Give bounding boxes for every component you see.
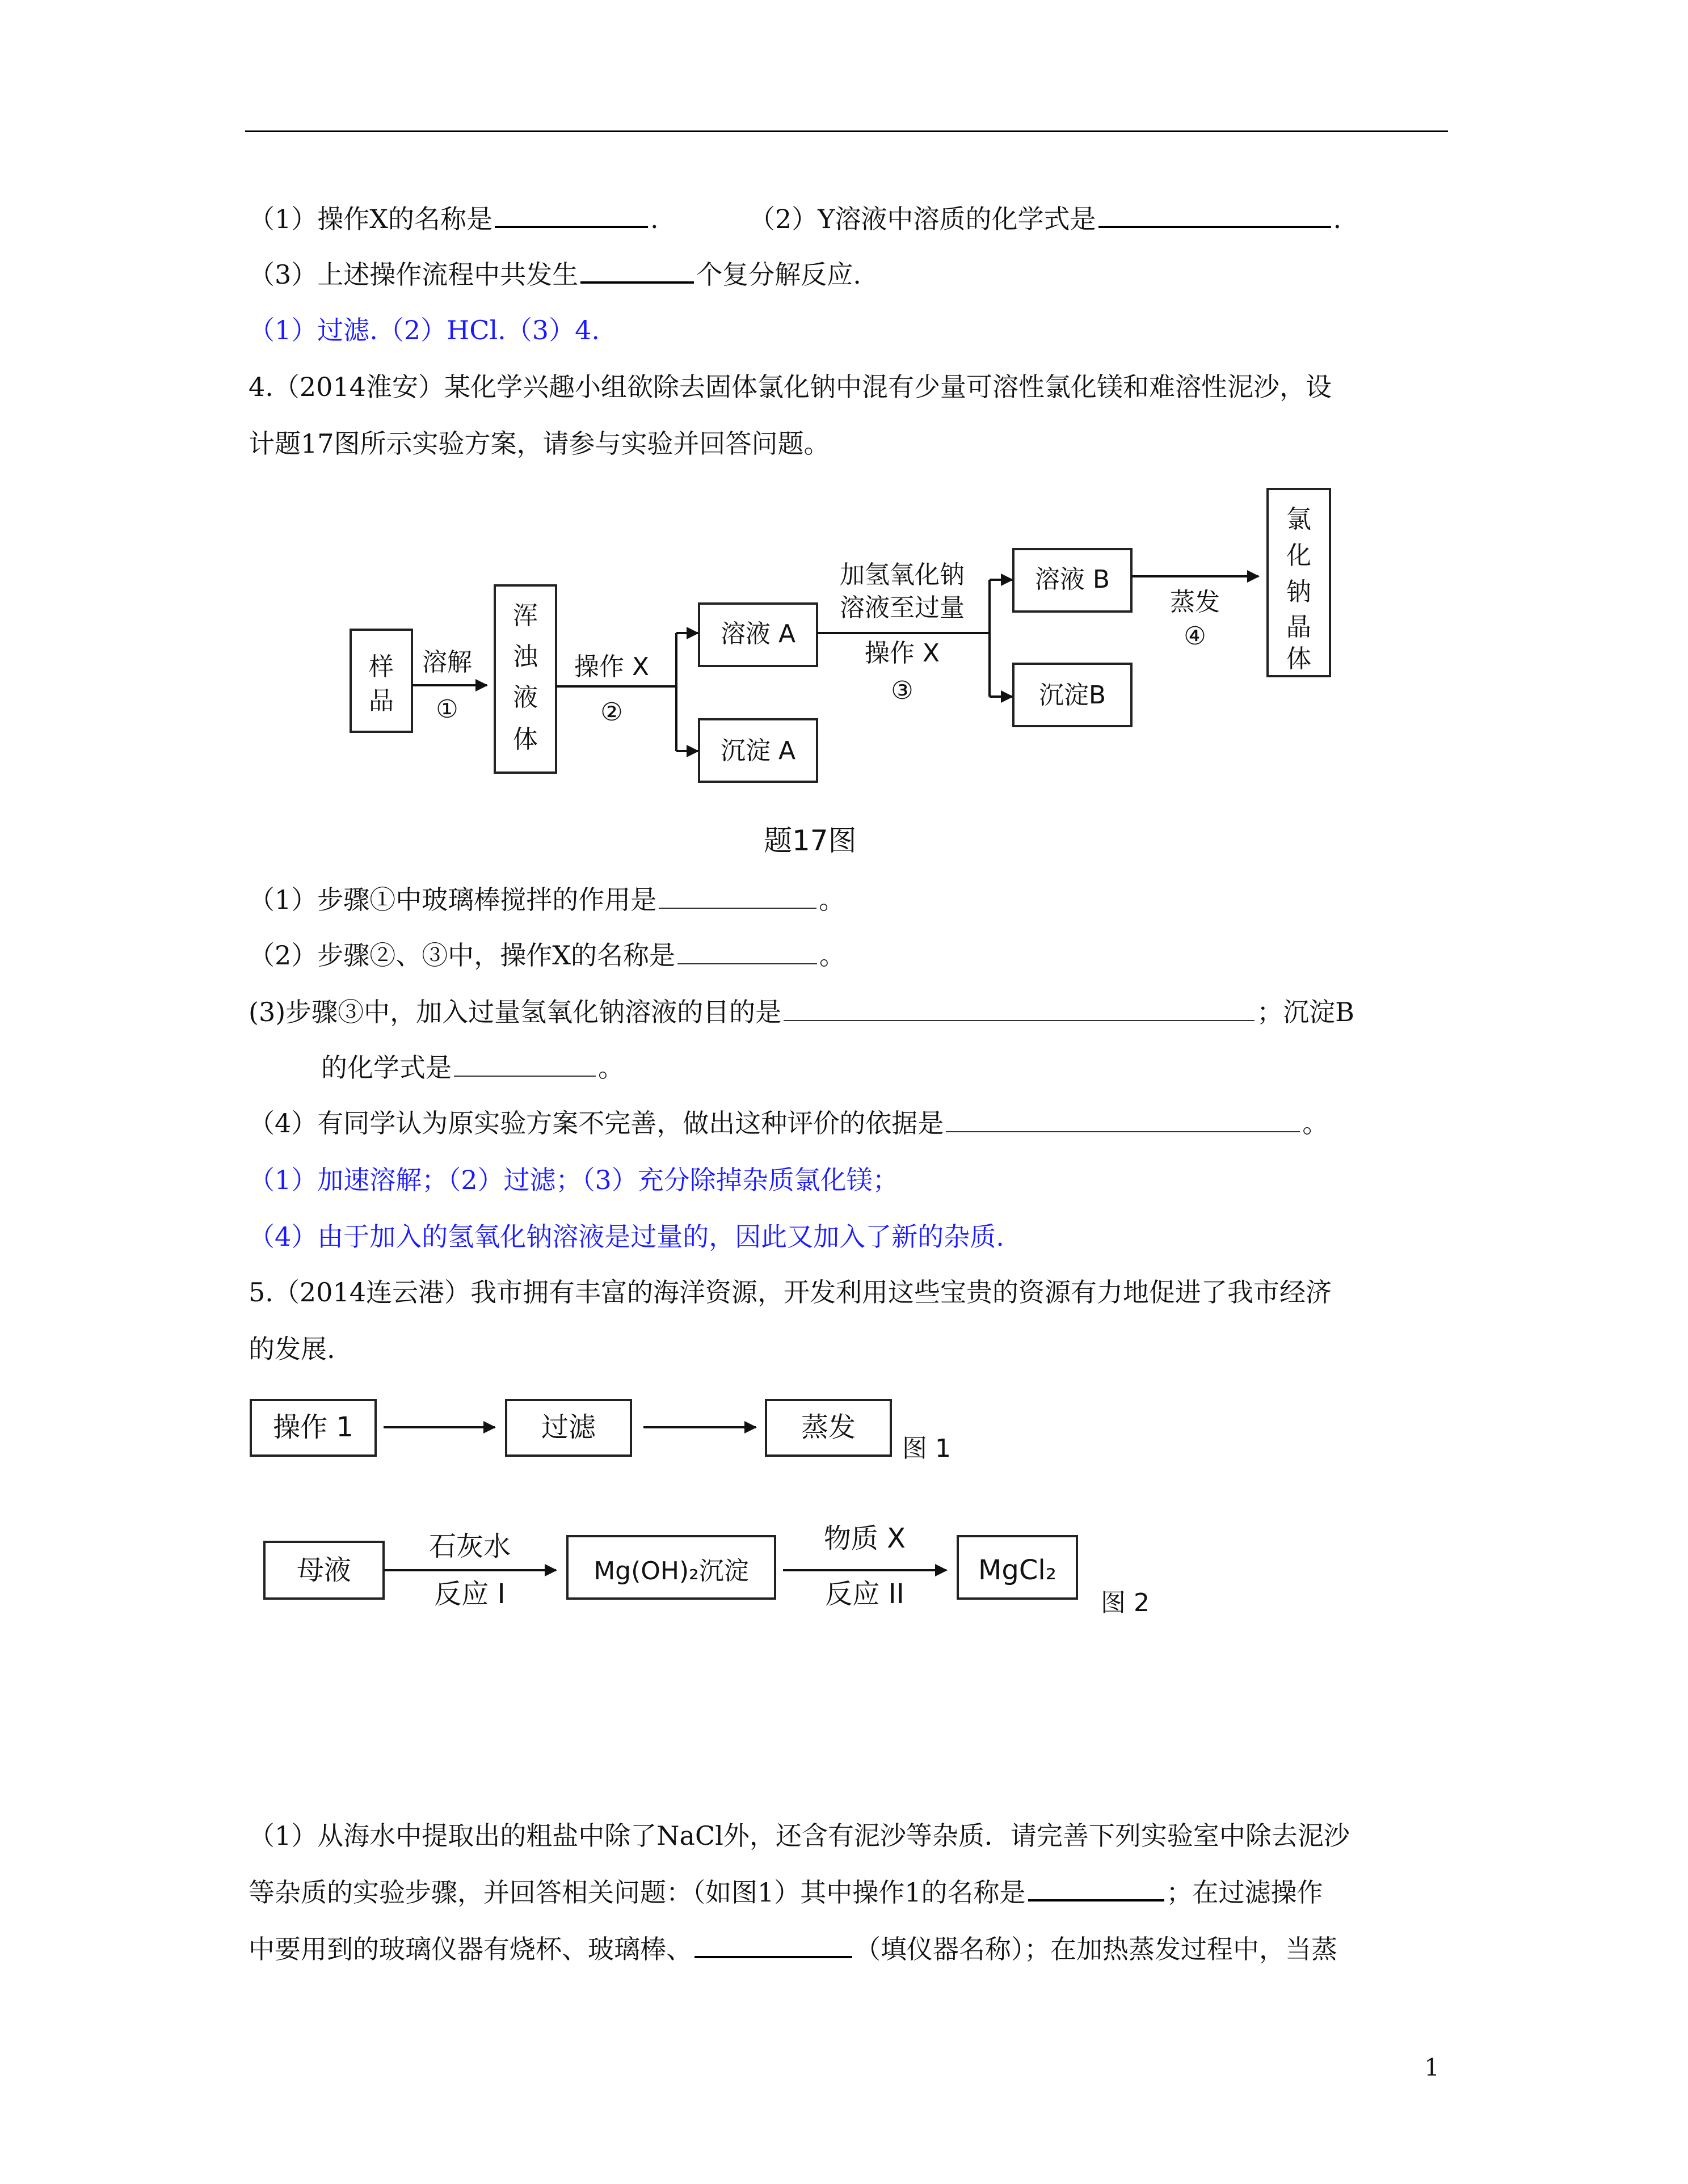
q4-stem-line-2: 计题17图所示实验方案，请参与实验并回答问题。 [249,428,830,459]
q3-q1-end: . [650,204,659,234]
turbid-char-4: 体 [513,725,538,754]
fig2-reaction-2-label: 反应 II [825,1578,904,1610]
add-naoh-line-2: 溶液至过量 [840,593,965,622]
step-1-label: ① [436,695,458,724]
evaporate-label: 蒸发 [1170,588,1220,617]
turbid-char-2: 浊 [513,642,538,671]
turbid-char-3: 液 [513,683,538,712]
turbid-char-1: 浑 [513,601,538,630]
step-4-label: ④ [1184,622,1206,651]
sample-char-1: 样 [369,652,394,681]
q3-q3-end: 个复分解反应. [696,259,861,290]
q5-stem-line-1: 5.（2014连云港）我市拥有丰富的海洋资源，开发利用这些宝贵的资源有力地促进了我市经济 [249,1277,1332,1308]
fig2-reaction-1-label: 反应 I [434,1578,506,1610]
q5-p1-line-3 [249,1931,1337,1966]
step-2-label: ② [600,698,623,727]
nacl-char-1: 氯 [1286,505,1311,534]
fig1-operation-1-label: 操作 1 [273,1411,353,1443]
q3-q3-text: （3）上述操作流程中共发生 [249,259,579,290]
fig1-caption: 图 1 [902,1434,951,1463]
nacl-char-4: 晶 [1286,613,1311,642]
q4-answer-2: （4）由于加入的氢氧化钠溶液是过量的，因此又加入了新的杂质. [249,1221,1004,1252]
q4-sub-1-text: （1）步骤①中玻璃棒搅拌的作用是 [249,884,657,915]
fig1-filter-label: 过滤 [541,1411,596,1443]
nacl-char-5: 体 [1286,644,1311,673]
fig1-evaporate-label: 蒸发 [801,1411,856,1443]
q4-sub-1-end: 。 [819,884,845,915]
q4-sub-4-text: （4）有同学认为原实验方案不完善，做出这种评价的依据是 [249,1108,944,1139]
q3-q1-text: （1）操作X的名称是 [249,204,493,234]
fig2-mgoh2-label: Mg(OH)₂沉淀 [593,1557,749,1586]
nacl-char-2: 化 [1286,541,1311,570]
solution-b-label: 溶液 B [1034,565,1110,594]
fig2-mother-liquor-label: 母液 [296,1554,352,1586]
q3-q2-text: （2）Y溶液中溶质的化学式是 [748,204,1096,234]
q4-sub-4-end: 。 [1302,1108,1329,1139]
q4-sub-3-mid: ；沉淀B [1257,997,1354,1027]
solution-a-label: 溶液 A [720,619,796,648]
precipitate-b-label: 沉淀B [1038,681,1106,710]
q4-sub-2-end: 。 [819,940,846,971]
answer-blank [1028,1874,1164,1901]
fig2-limewater-label: 石灰水 [428,1531,511,1562]
q5-p1-line-1: （1）从海水中提取出的粗盐中除了NaCl外，还含有泥沙等杂质．请完善下列实验室中除去泥沙 [249,1820,1350,1851]
q4-sub-3-end: 。 [598,1052,624,1083]
operation-x-2-label: 操作 X [864,639,940,668]
add-naoh-line-1: 加氢氧化钠 [840,560,965,589]
q5-p1-line-3-text: 中要用到的玻璃仪器有烧杯、玻璃棒、 [249,1934,692,1964]
q4-stem-line-1: 4.（2014淮安）某化学兴趣小组欲除去固体氯化钠中混有少量可溶性氯化镁和难溶性泥沙，设 [249,372,1332,402]
q4-answer-1: （1）加速溶解；（2）过滤；（3）充分除掉杂质氯化镁； [249,1165,899,1195]
q3-q2-end: . [1333,204,1342,234]
answer-blank [694,1931,852,1958]
precipitate-a-label: 沉淀 A [720,736,796,765]
nacl-char-3: 钠 [1286,577,1311,606]
fig2-substance-x-label: 物质 X [823,1523,906,1554]
q4-sub-2-text: （2）步骤②、③中，操作X的名称是 [249,940,676,971]
q5-p1-line-2 [249,1874,1323,1909]
fig2-caption: 图 2 [1101,1588,1150,1617]
q5-stem-line-2: 的发展. [249,1334,335,1364]
q4-sub-3-formula-text: 的化学式是 [321,1052,452,1083]
step-3-label: ③ [891,676,914,705]
page-number: 1 [1424,2054,1439,2081]
fig2-mgcl2-label: MgCl₂ [978,1554,1056,1586]
sample-char-2: 品 [369,686,394,715]
q5-p1-line-3-end: （填仪器名称）；在加热蒸发过程中，当蒸 [854,1934,1337,1964]
operation-x-label: 操作 X [574,652,650,681]
q5-p1-line-2-end: ；在过滤操作 [1166,1877,1323,1908]
figure-17-caption: 题17图 [764,824,857,857]
q5-p1-line-2-text: 等杂质的实验步骤，并回答相关问题：（如图1）其中操作1的名称是 [249,1877,1026,1908]
dissolve-label: 溶解 [422,648,472,677]
q4-sub-3-text: (3)步骤③中，加入过量氢氧化钠溶液的目的是 [249,997,782,1027]
q3-answer: （1）过滤.（2）HCl.（3）4. [249,315,600,345]
